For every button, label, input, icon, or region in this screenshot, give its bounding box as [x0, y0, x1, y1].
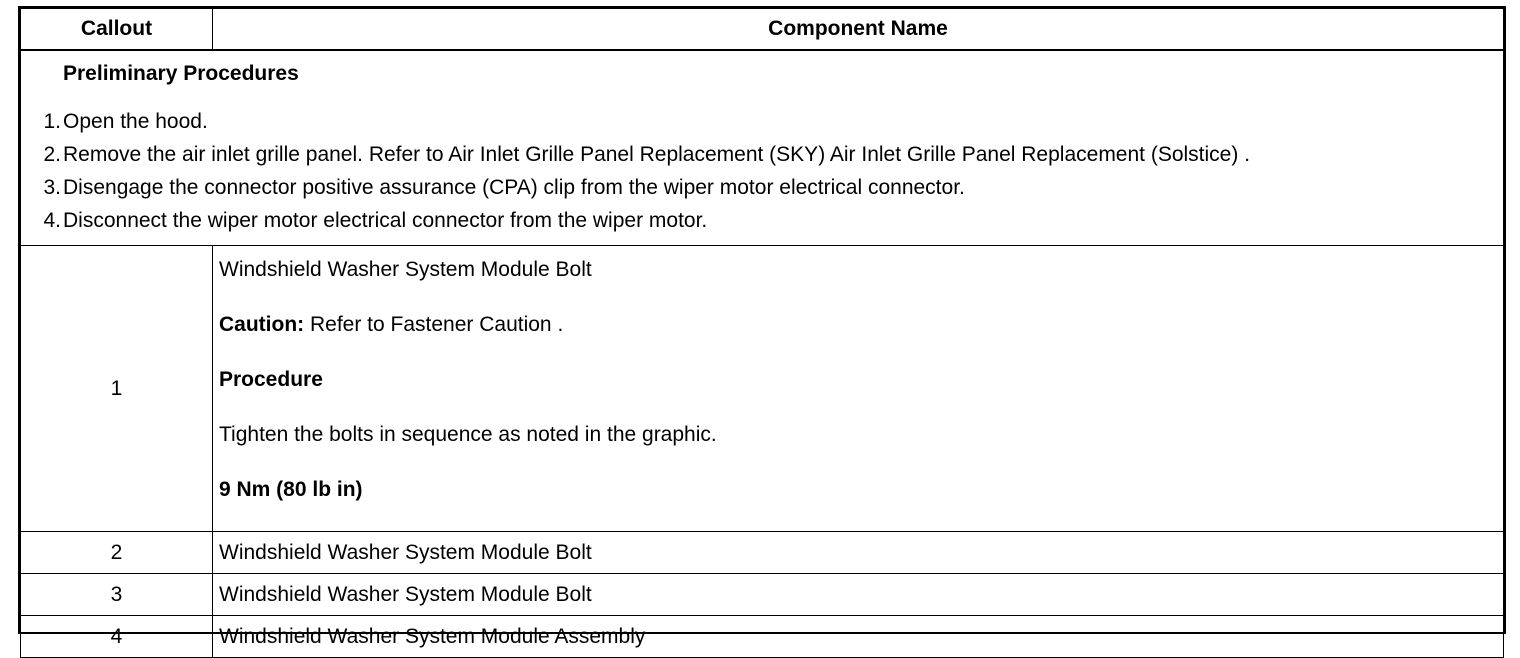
table-row [21, 574, 1504, 616]
callout-column-header: Callout [21, 9, 213, 51]
component-cell [213, 246, 1504, 532]
preliminary-steps-list [21, 105, 1503, 237]
component-name: Windshield Washer System Module Bolt [213, 532, 1504, 574]
preliminary-step [21, 171, 1503, 204]
component-detail [219, 246, 1503, 531]
table-row [21, 616, 1504, 658]
procedure-text: Tighten the bolts in sequence as noted in the graphic. [219, 423, 717, 446]
procedure-heading: Procedure [219, 368, 323, 391]
torque-spec: 9 Nm (80 lb in) [219, 478, 363, 501]
table-row [21, 246, 1504, 532]
preliminary-step [21, 105, 1503, 138]
procedure-table [20, 8, 1504, 658]
callout-cell: 3 [21, 574, 213, 616]
preliminary-procedures-row [21, 50, 1504, 246]
callout-cell: 4 [21, 616, 213, 658]
component-name: Windshield Washer System Module Bolt [213, 574, 1504, 616]
table-row [21, 532, 1504, 574]
component-name: Windshield Washer System Module Assembly [213, 616, 1504, 658]
preliminary-step [21, 138, 1503, 171]
step-text: Disengage the connector positive assurance (CPA) clip from the wiper motor electrical connector. [63, 176, 965, 199]
table-header-row [21, 9, 1504, 51]
procedure-table-container [18, 6, 1506, 648]
step-text: Disconnect the wiper motor electrical connector from the wiper motor. [63, 209, 708, 232]
caution-text: Refer to Fastener Caution . [304, 313, 564, 336]
caution-label: Caution: [219, 313, 305, 336]
step-number: 2. [43, 143, 61, 166]
preliminary-step [21, 204, 1503, 237]
callout-cell: 2 [21, 532, 213, 574]
step-number: 3. [43, 176, 61, 199]
component-name-column-header: Component Name [213, 9, 1504, 51]
preliminary-procedures-cell [21, 50, 1504, 246]
component-name: Windshield Washer System Module Bolt [219, 258, 592, 281]
callout-cell: 1 [21, 246, 213, 532]
step-text: Open the hood. [63, 110, 208, 133]
step-number: 1. [43, 110, 61, 133]
step-number: 4. [43, 209, 61, 232]
preliminary-procedures-heading: Preliminary Procedures [63, 62, 299, 85]
step-text: Remove the air inlet grille panel. Refer to Air Inlet Grille Panel Replacement (SKY) Air Inlet Grille Panel Replacement (Solstice) . [63, 143, 1251, 166]
caution-note [219, 311, 1503, 366]
